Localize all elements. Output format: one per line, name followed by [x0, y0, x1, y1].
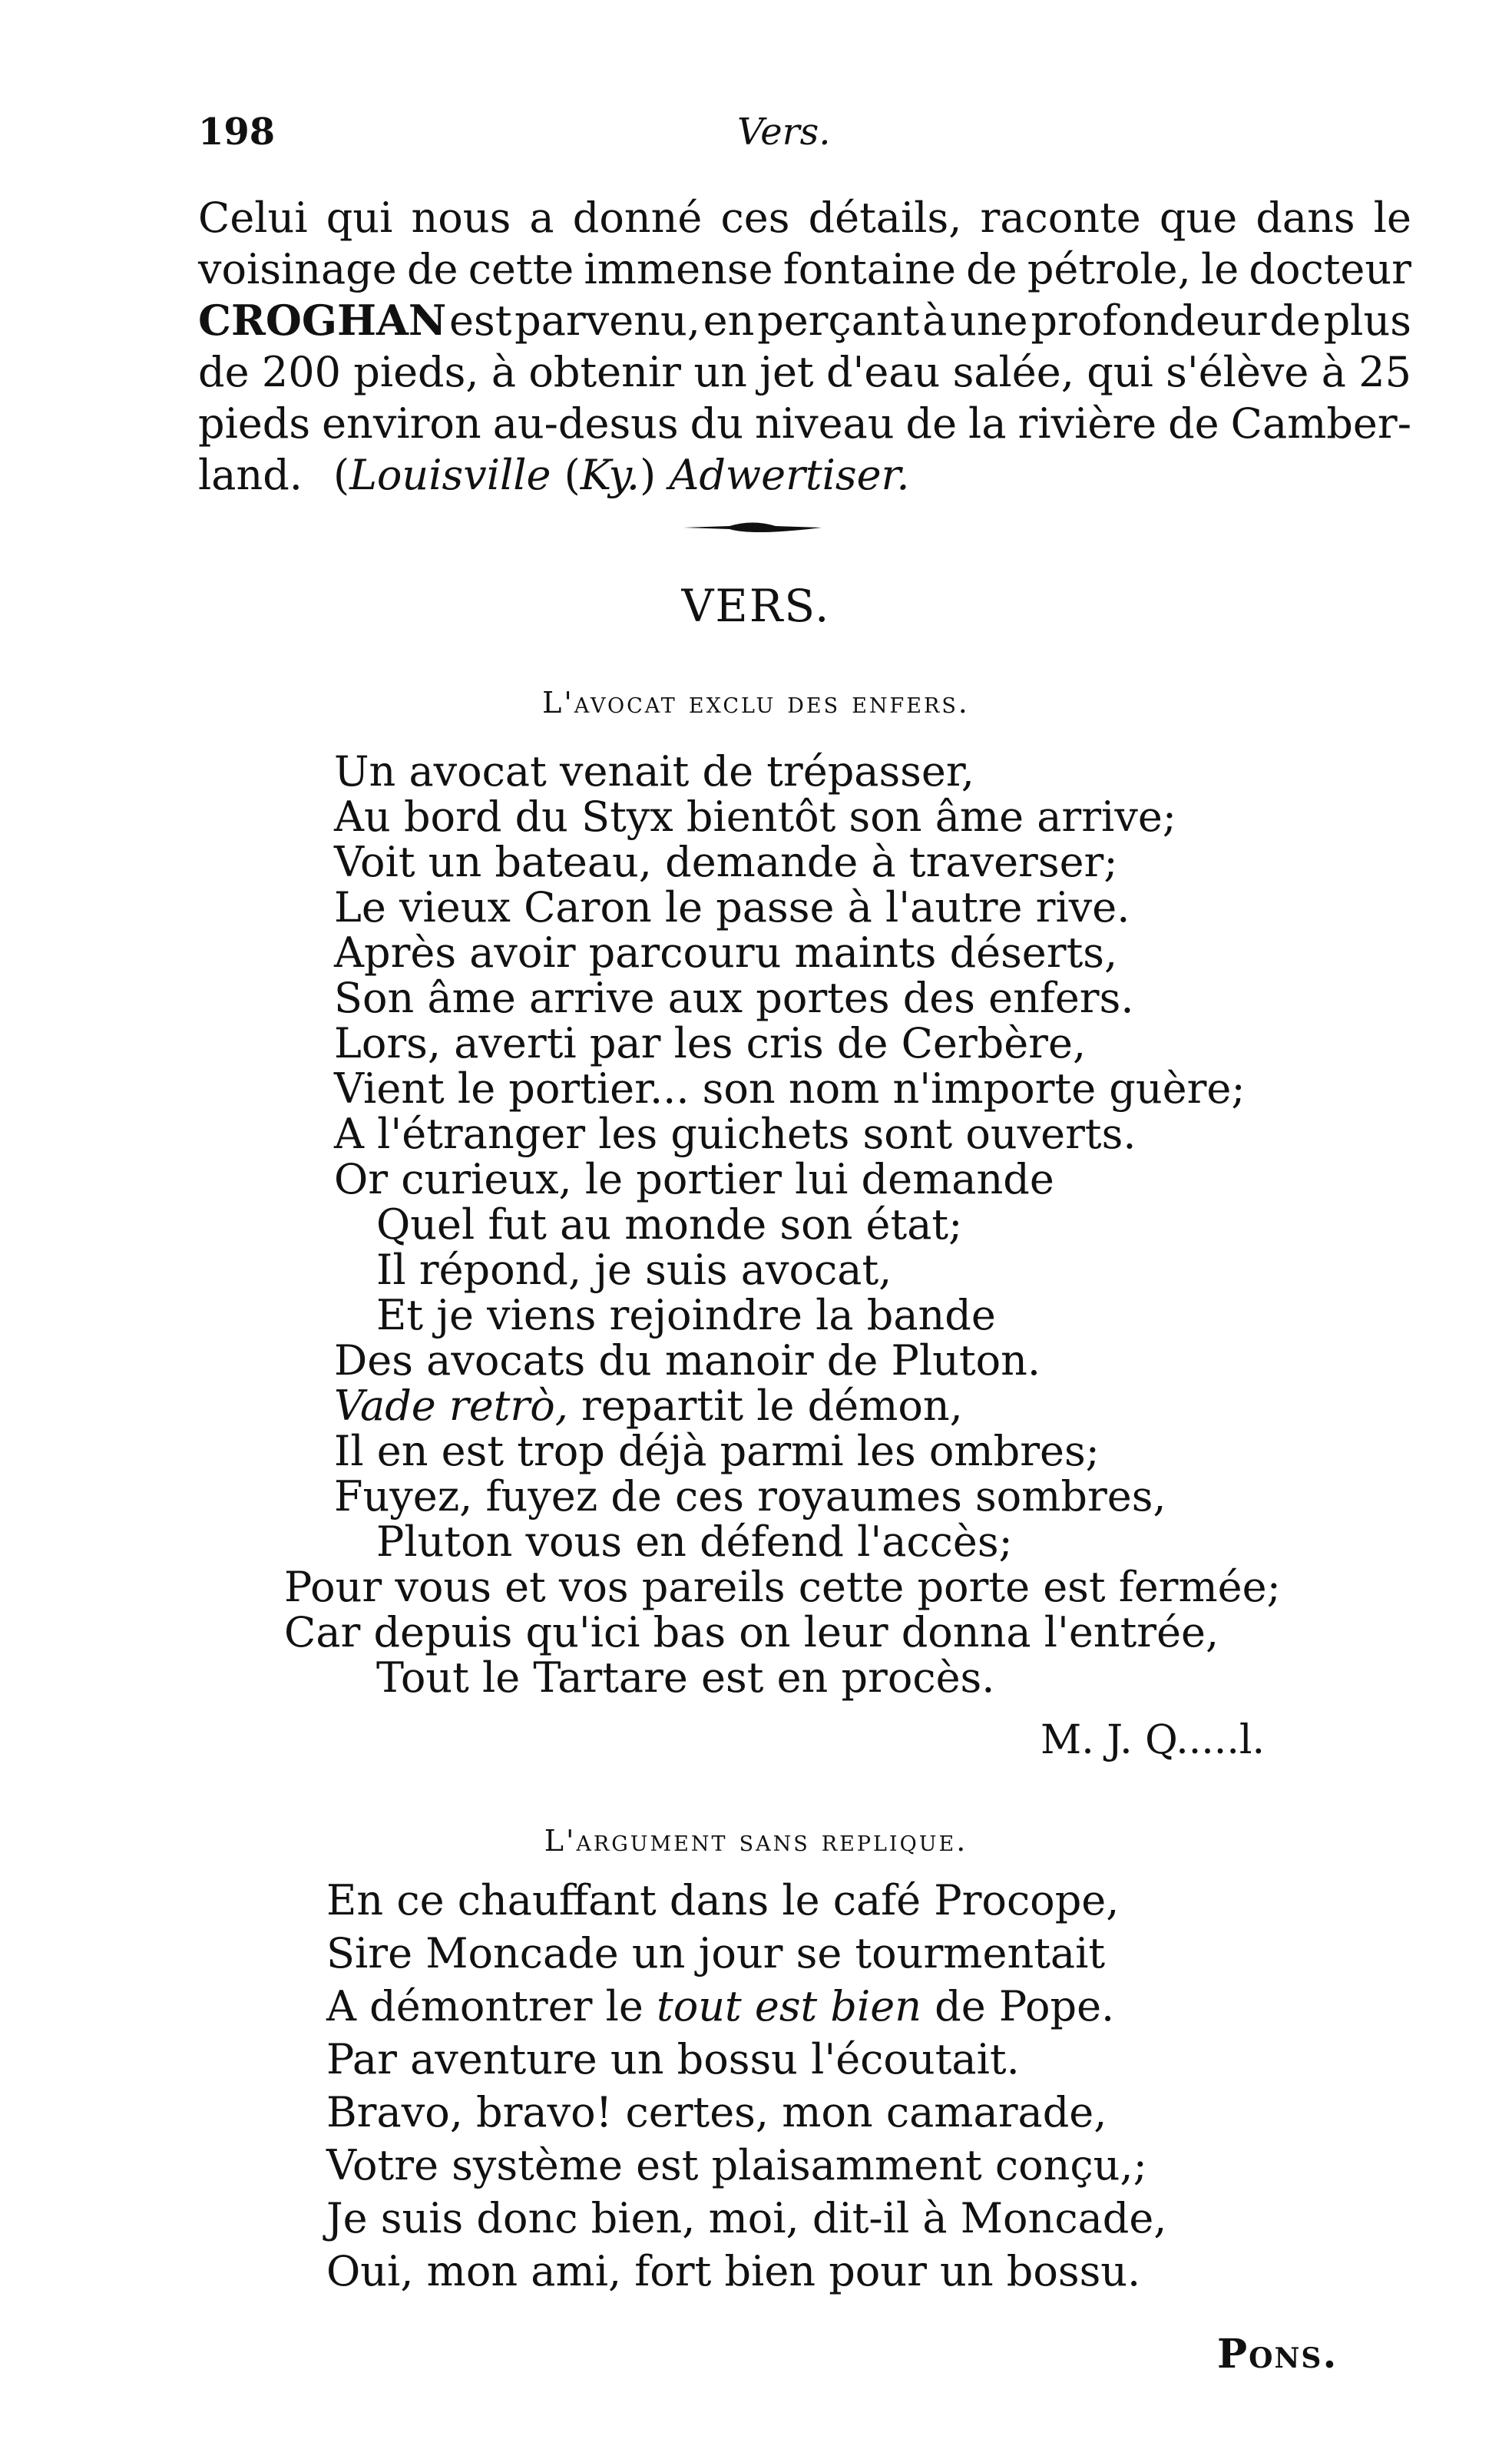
- prose-word: land.: [198, 451, 303, 499]
- prose-word: de: [905, 399, 958, 448]
- prose-word: Camber-: [1230, 399, 1411, 448]
- running-title: Vers.: [737, 111, 831, 154]
- verse-line: Oui, mon ami, fort bien pour un bossu.: [326, 2247, 1141, 2295]
- prose-line: [198, 295, 1411, 346]
- verse-line: Vient le portier... son nom n'importe guère;: [334, 1064, 1246, 1113]
- prose-word: à: [1321, 348, 1346, 396]
- prose-word: au-desus: [492, 399, 679, 448]
- verse-line: Et je viens rejoindre la bande: [376, 1291, 996, 1339]
- prose-word: du: [690, 399, 744, 448]
- prose-word: fontaine: [782, 245, 956, 293]
- prose-word: le: [1200, 245, 1239, 293]
- prose-word: que: [1159, 194, 1238, 242]
- verse-line: Après avoir parcouru maints déserts,: [334, 928, 1118, 977]
- prose-word: qui: [1087, 348, 1153, 396]
- prose-word: un: [693, 348, 747, 396]
- prose-word: raconte: [980, 194, 1141, 242]
- verse-line: Il en est trop déjà parmi les ombres;: [334, 1427, 1100, 1475]
- verse-line: Le vieux Caron le passe à l'autre rive.: [334, 883, 1130, 932]
- prose-word: de: [966, 245, 1017, 293]
- verse-line: Votre système est plaisamment conçu,;: [326, 2141, 1147, 2189]
- prose-word: dans: [1256, 194, 1355, 242]
- poem-title-argument: L'argument sans replique.: [544, 1824, 968, 1858]
- prose-line-last: [198, 449, 1411, 501]
- section-title: VERS.: [681, 580, 831, 632]
- prose-word: rivière: [1017, 399, 1157, 448]
- prose-word: est: [449, 296, 512, 345]
- prose-line: [198, 243, 1411, 295]
- prose-word: plus: [1323, 296, 1411, 345]
- poem-title-avocat: L'avocat exclu des enfers.: [542, 686, 970, 720]
- verse-line: Lors, averti par les cris de Cerbère,: [334, 1019, 1087, 1067]
- prose-word: d'eau: [825, 348, 941, 396]
- prose-word: pieds,: [353, 348, 479, 396]
- prose-word: cette: [468, 245, 574, 293]
- verse-line: Fuyez, fuyez de ces royaumes sombres,: [334, 1472, 1166, 1521]
- prose-word: Celui: [198, 194, 308, 242]
- page-number: 198: [198, 111, 276, 154]
- prose-word: de: [1269, 296, 1321, 345]
- prose-word: parvenu,: [514, 296, 700, 345]
- verse-line: Par aventure un bossu l'écoutait.: [326, 2035, 1020, 2083]
- verse-line: Pour vous et vos pareils cette porte est fermée;: [284, 1563, 1281, 1611]
- prose-word: de: [198, 348, 250, 396]
- prose-word: en: [703, 296, 755, 345]
- prose-word: pieds: [198, 399, 311, 448]
- verse-line: Il répond, je suis avocat,: [376, 1246, 892, 1294]
- prose-word: de: [406, 245, 458, 293]
- verse-line: Or curieux, le portier lui demande: [334, 1155, 1054, 1203]
- verse-line: Bravo, bravo! certes, mon camarade,: [326, 2088, 1107, 2136]
- prose-word: voisinage: [198, 245, 397, 293]
- prose-word: 200: [261, 348, 341, 396]
- verse-line: A démontrer le tout est bien de Pope.: [326, 1982, 1115, 2030]
- prose-line: [198, 346, 1411, 398]
- prose-word: environ: [322, 399, 481, 448]
- verse-line: Un avocat venait de trépasser,: [334, 747, 974, 796]
- ornament-divider: [683, 519, 822, 536]
- prose-word: profondeur: [1031, 296, 1267, 345]
- verse-line: Au bord du Styx bientôt son âme arrive;: [334, 793, 1176, 841]
- source-citation: (Louisville (Ky.) Adwertiser.: [333, 451, 910, 499]
- prose-word: salée,: [952, 348, 1074, 396]
- verse-line: A l'étranger les guichets sont ouverts.: [334, 1110, 1136, 1158]
- prose-line: [198, 398, 1411, 449]
- prose-word: à: [491, 348, 517, 396]
- signature-pons: Pons.: [1217, 2331, 1338, 2378]
- prose-word: la: [968, 399, 1007, 448]
- prose-word: obtenir: [528, 348, 681, 396]
- prose-word: perçant: [757, 296, 920, 345]
- verse-line: Tout le Tartare est en procès.: [376, 1653, 995, 1702]
- prose-word: détails,: [808, 194, 962, 242]
- prose-word: immense: [584, 245, 773, 293]
- prose-word: pétrole,: [1027, 245, 1191, 293]
- prose-word: de: [1168, 399, 1219, 448]
- verse-line: Quel fut au monde son état;: [376, 1200, 963, 1249]
- prose-word: donné: [572, 194, 703, 242]
- prose-word: s'élève: [1166, 348, 1309, 396]
- prose-word: jet: [759, 348, 814, 396]
- verse-line: Sire Moncade un jour se tourmentait: [326, 1929, 1106, 1977]
- verse-line: Car depuis qu'ici bas on leur donna l'entrée,: [284, 1608, 1219, 1656]
- prose-word: docteur: [1249, 245, 1411, 293]
- prose-word: 25: [1358, 348, 1411, 396]
- prose-word: CROGHAN: [198, 296, 447, 345]
- verse-line: Vade retrò, repartit le démon,: [334, 1382, 963, 1430]
- verse-line: Pluton vous en défend l'accès;: [376, 1517, 1013, 1566]
- prose-word: nous: [411, 194, 511, 242]
- prose-word: ces: [720, 194, 790, 242]
- prose-word: une: [950, 296, 1028, 345]
- prose-paragraph: [198, 192, 1411, 501]
- verse-line: En ce chauffant dans le café Procope,: [326, 1876, 1120, 1924]
- signature-mjq: M. J. Q.....l.: [1041, 1717, 1266, 1763]
- prose-word: à: [922, 296, 948, 345]
- prose-word: niveau: [755, 399, 895, 448]
- verse-line: Voit un bateau, demande à traverser;: [334, 838, 1118, 886]
- verse-line: Je suis donc bien, moi, dit-il à Moncade,: [326, 2194, 1167, 2242]
- prose-line: [198, 192, 1411, 243]
- prose-word: a: [529, 194, 554, 242]
- verse-line: Son âme arrive aux portes des enfers.: [334, 974, 1134, 1022]
- verse-line: Des avocats du manoir de Pluton.: [334, 1336, 1041, 1385]
- prose-word: le: [1373, 194, 1411, 242]
- prose-word: qui: [326, 194, 393, 242]
